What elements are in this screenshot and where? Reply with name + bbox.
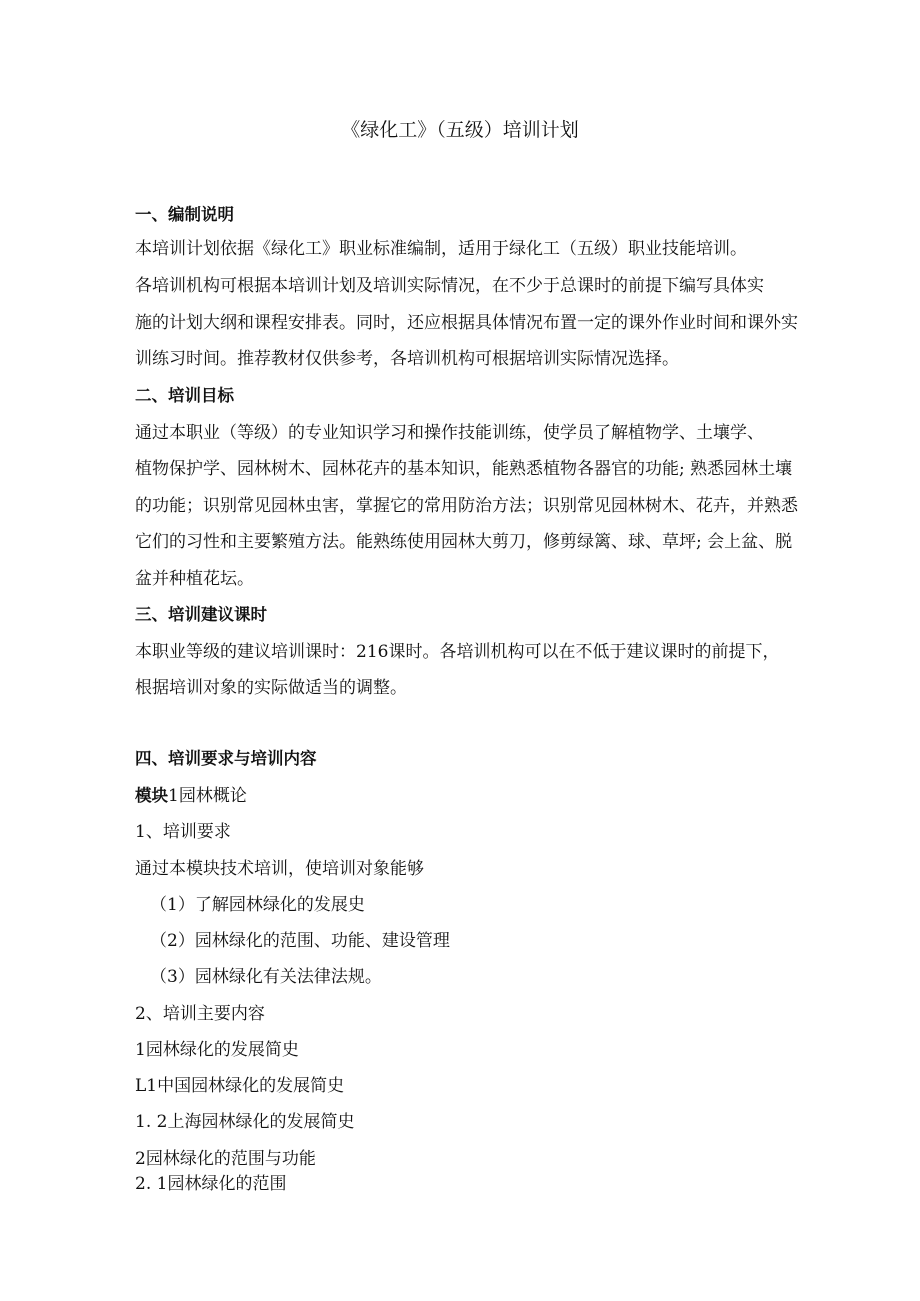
training-content-heading: 2、培训主要内容: [135, 1004, 265, 1024]
paragraph-line: 本培训计划依据《绿化工》职业标准编制，适用于绿化工（五级）职业技能培训。: [135, 239, 747, 259]
content-item: 2园林绿化的范围与功能: [135, 1149, 316, 1169]
module-heading: [135, 784, 247, 808]
paragraph-line: 的功能；识别常见园林虫害，掌握它的常用防治方法；识别常见园林树木、花卉，并熟悉: [135, 496, 798, 516]
section-heading-2: 二、培训目标: [135, 386, 234, 405]
content-item: L1中国园林绿化的发展简史: [135, 1076, 345, 1096]
module-title: 1园林概论: [168, 786, 247, 806]
content-item: 1. 2上海园林绿化的发展简史: [135, 1112, 355, 1132]
paragraph-line: 植物保护学、园林树木、园林花卉的基本知识，能熟悉植物各器官的功能; 熟悉园林土壤: [135, 459, 793, 479]
paragraph-line: 训练习时间。推荐教材仅供参考，各培训机构可根据培训实际情况选择。: [135, 349, 679, 369]
paragraph-line: 施的计划大纲和课程安排表。同时，还应根据具体情况布置一定的课外作业时间和课外实: [135, 313, 798, 333]
section-heading-3: 三、培训建议课时: [135, 605, 267, 624]
content-item: 2. 1园林绿化的范围: [135, 1174, 287, 1194]
requirement-item: （1）了解园林绿化的发展史: [150, 895, 365, 915]
paragraph-line: 它们的习性和主要繁殖方法。能熟练使用园林大剪刀，修剪绿篱、球、草坪; 会上盆、脱: [135, 532, 793, 552]
content-item: 1园林绿化的发展简史: [135, 1040, 299, 1060]
paragraph-line: 通过本职业（等级）的专业知识学习和操作技能训练，使学员了解植物学、土壤学、: [135, 423, 764, 443]
paragraph-line: 根据培训对象的实际做适当的调整。: [135, 678, 407, 698]
section-heading-1: 一、编制说明: [135, 205, 234, 224]
requirement-item: （3）园林绿化有关法律法规。: [150, 967, 382, 987]
paragraph-line: 本职业等级的建议培训课时：216课时。各培训机构可以在不低于建议课时的前提下，: [135, 642, 780, 662]
paragraph-line: 盆并种植花坛。: [135, 569, 254, 589]
page-title: 《绿化工》（五级）培训计划: [341, 119, 579, 141]
requirement-item: （2）园林绿化的范围、功能、建设管理: [150, 931, 450, 951]
paragraph-line: 各培训机构可根据本培训计划及培训实际情况，在不少于总课时的前提下编写具体实: [135, 276, 764, 296]
module-label: 模块: [135, 786, 168, 805]
training-requirements-heading: 1、培训要求: [135, 822, 231, 842]
section-heading-4: 四、培训要求与培训内容: [135, 749, 317, 768]
requirements-intro: 通过本模块技术培训，使培训对象能够: [135, 859, 424, 879]
